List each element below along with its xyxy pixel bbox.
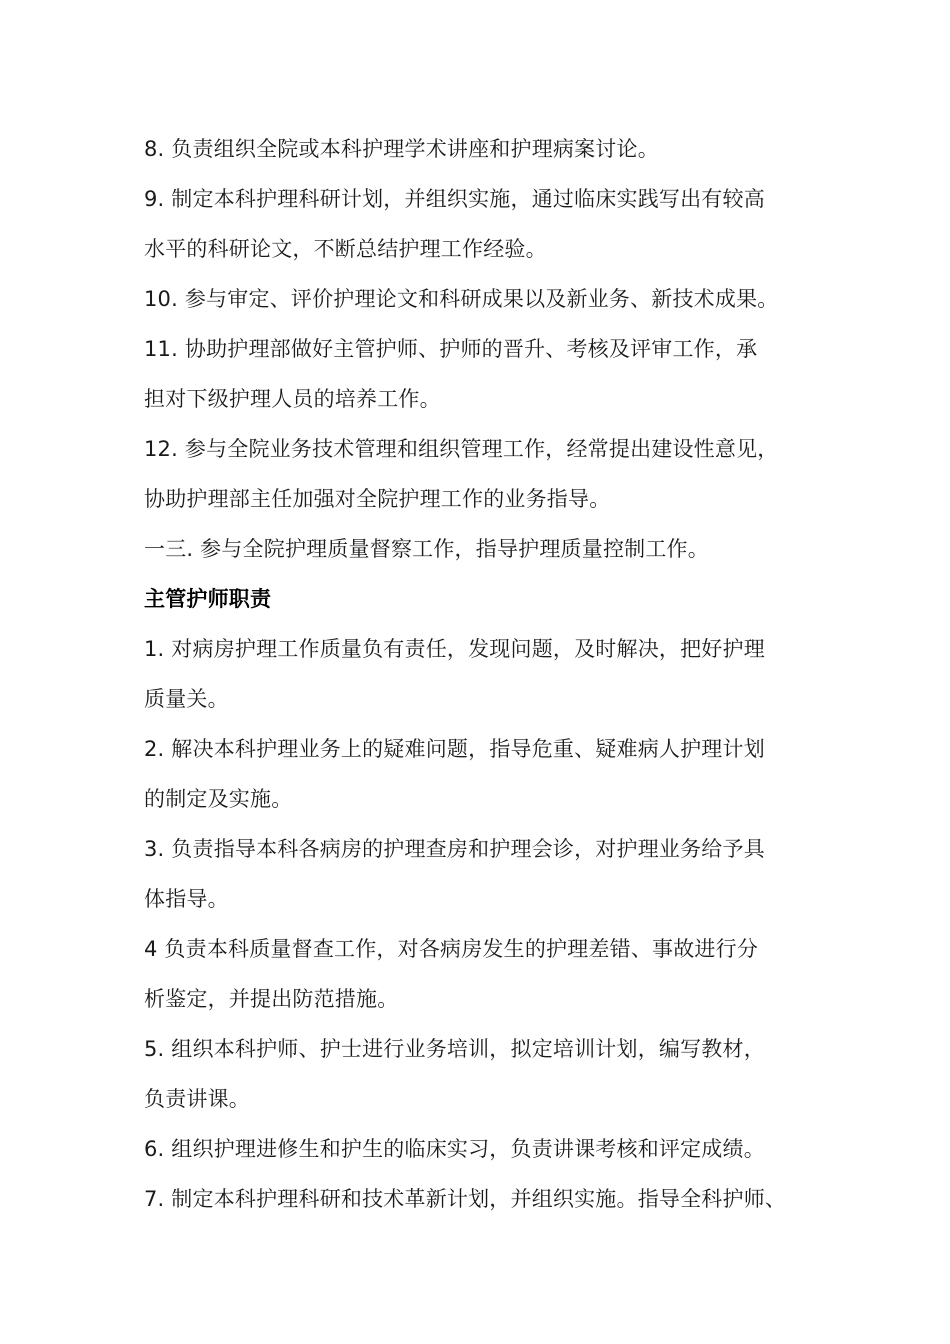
supervisor-item-2: 2. 解决本科护理业务上的疑难问题，指导危重、疑难病人护理计划 — [144, 737, 765, 761]
section-heading: 主管护师职责 — [144, 587, 272, 611]
duty-item-9: 9. 制定本科护理科研计划，并组织实施，通过临床实践写出有较高 — [144, 187, 765, 211]
duty-item-8: 8. 负责组织全院或本科护理学术讲座和护理病案讨论。 — [144, 137, 659, 161]
supervisor-item-5: 5. 组织本科护师、护士进行业务培训，拟定培训计划，编写教材， — [144, 1037, 765, 1061]
duty-item-11: 11. 协助护理部做好主管护师、护师的晋升、考核及评审工作，承 — [144, 337, 758, 361]
supervisor-item-2-cont: 的制定及实施。 — [144, 787, 293, 811]
duty-item-13: 一三. 参与全院护理质量督察工作，指导护理质量控制工作。 — [144, 537, 709, 561]
supervisor-item-3: 3. 负责指导本科各病房的护理查房和护理会诊，对护理业务给予具 — [144, 837, 765, 861]
supervisor-item-5-cont: 负责讲课。 — [144, 1087, 250, 1111]
supervisor-item-4-cont: 析鉴定，并提出防范措施。 — [144, 987, 399, 1011]
supervisor-item-7: 7. 制定本科护理科研和技术革新计划，并组织实施。指导全科护师、 — [144, 1187, 787, 1211]
supervisor-item-6: 6. 组织护理进修生和护生的临床实习，负责讲课考核和评定成绩。 — [144, 1137, 765, 1161]
supervisor-item-4: 4 负责本科质量督查工作，对各病房发生的护理差错、事故进行分 — [144, 937, 759, 961]
duty-item-10: 10. 参与审定、评价护理论文和科研成果以及新业务、新技术成果。 — [144, 287, 779, 311]
supervisor-item-1-cont: 质量关。 — [144, 687, 229, 711]
supervisor-item-3-cont: 体指导。 — [144, 887, 229, 911]
duty-item-12-cont: 协助护理部主任加强对全院护理工作的业务指导。 — [144, 487, 611, 511]
duty-item-9-cont: 水平的科研论文，不断总结护理工作经验。 — [144, 237, 547, 261]
supervisor-item-1: 1. 对病房护理工作质量负有责任，发现问题，及时解决，把好护理 — [144, 637, 765, 661]
duty-item-11-cont: 担对下级护理人员的培养工作。 — [144, 387, 441, 411]
duty-item-12: 12. 参与全院业务技术管理和组织管理工作，经常提出建设性意见， — [144, 437, 779, 461]
document-body — [144, 124, 808, 1224]
